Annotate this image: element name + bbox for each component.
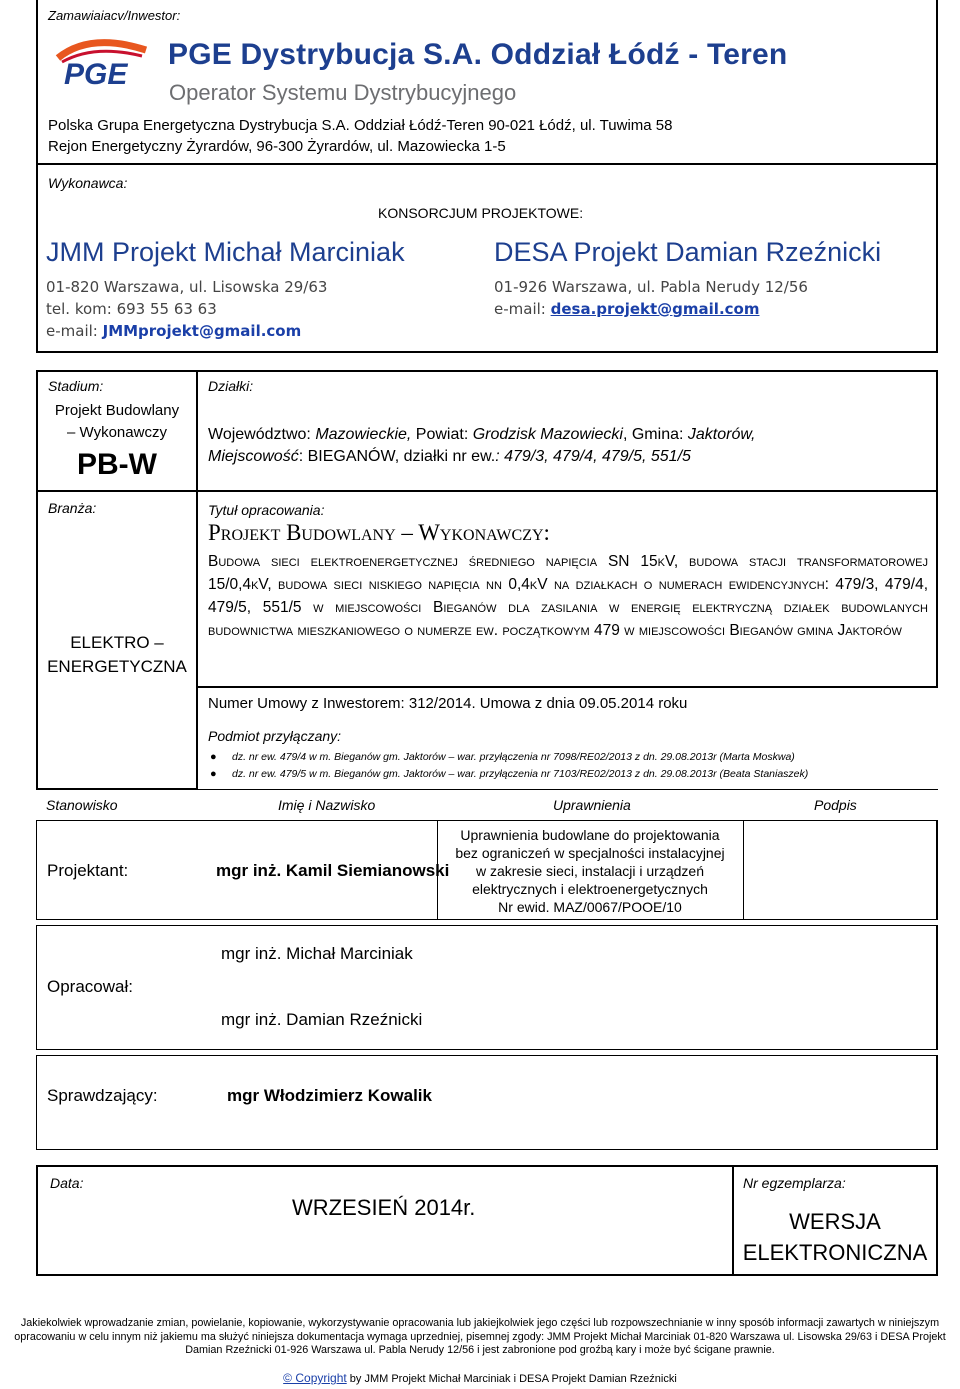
designer-name: mgr inż. Kamil Siemianowski <box>216 861 450 880</box>
header-signature: Podpis <box>814 797 857 813</box>
investor-address-1: Polska Grupa Energetyczna Dystrybucja S.A. Oddział Łódź-Teren 90-021 Łódź, ul. Tuwima 58 <box>48 117 673 134</box>
branch-box <box>36 490 198 790</box>
pge-subtitle: Operator Systemu Dystrybucyjnego <box>169 80 517 105</box>
branch-line1: ELEKTRO – <box>70 633 164 652</box>
designer-rights: Uprawnienia budowlane do projektowania bez ograniczeń w specjalności instalacyjnej w zakresie sieci, instalacji i urządzeń elektrycznych i elektroenergetycznych Nr ewid. MAZ/0067/POOE/10 <box>455 827 725 915</box>
copy-label: Nr egzemplarza: <box>743 1175 846 1191</box>
plots-box <box>196 370 938 492</box>
desa-address: 01-926 Warszawa, ul. Pabla Nerudy 12/56 <box>494 278 808 296</box>
contractor-box <box>36 163 938 353</box>
jmm-email-row <box>46 322 301 340</box>
plots-text: Województwo: Mazowieckie, Powiat: Grodzisk Mazowiecki, Gmina: Jaktorów, Miejscowość: BIEGANÓW, działki nr ew.: 479/3, 479/4, 479/5, 551/5 <box>208 426 756 465</box>
pge-title: PGE Dystrybucja S.A. Oddział Łódź - Teren <box>168 38 788 71</box>
date-value: WRZESIEŃ 2014r. <box>292 1195 476 1220</box>
checker-name: mgr Włodzimierz Kowalik <box>227 1086 432 1105</box>
desa-email-row <box>494 300 759 318</box>
checker-role: Sprawdzający: <box>47 1086 158 1105</box>
subjects-list <box>208 749 908 783</box>
desa-email-link[interactable]: desa.projekt@gmail.com <box>550 300 760 318</box>
prepared-name-1: mgr inż. Michał Marciniak <box>221 944 413 963</box>
stage-line1: Projekt Budowlany <box>54 402 180 419</box>
copyright-line <box>0 1371 960 1385</box>
copy-line2: ELEKTRONICZNA <box>742 1240 928 1265</box>
checker-row <box>36 1055 938 1150</box>
branch-label: Branża: <box>48 500 97 516</box>
prepared-name-2: mgr inż. Damian Rzeźnicki <box>221 1010 423 1029</box>
subjects-label: Podmiot przyłączany: <box>208 728 342 744</box>
prepared-row <box>36 925 938 1050</box>
date-box <box>36 1165 938 1276</box>
title-label: Tytuł opracowania: <box>208 502 325 518</box>
investor-label: Zamawiaiacv/Inwestor: <box>48 8 181 23</box>
plots-label: Działki: <box>208 378 254 394</box>
prepared-role: Opracował: <box>47 977 133 996</box>
copy-line1: WERSJA <box>789 1209 881 1234</box>
stage-label: Stadium: <box>48 378 104 394</box>
title-heading: Projekt Budowlany – Wykonawczy: <box>208 520 550 545</box>
jmm-address: 01-820 Warszawa, ul. Lisowska 29/63 <box>46 278 328 296</box>
desa-email-label: e-mail: <box>494 300 551 318</box>
date-label: Data: <box>50 1175 84 1191</box>
copyright-text: by JMM Projekt Michał Marciniak i DESA Projekt Damian Rzeźnicki <box>346 1373 677 1385</box>
stage-line2: – Wykonawczy <box>67 424 167 441</box>
legal-notice: Jakiekolwiek wprowadzanie zmian, powielanie, kopiowanie, wykorzystywanie opracowania lub jakiejkolwiek jego części lub rozpowszechnianie w inny sposób informacji zawartych w niniejszym opracowaniu w celu innym niż jakiemu ma służyć niniejsza dokumentacja wymaga uprzedniej, pisemnej zgody: JMM Projekt Michał Marciniak 01-820 Warszawa ul. Lisowska 29/63 i DESA Projekt Damian Rzeźnicki 01-926 Warszawa ul. Pabla Nerudy 12/56 i jest zabronione pod groźbą kary i może być ścigane prawnie. <box>14 1317 946 1356</box>
pge-logo-icon <box>50 36 158 92</box>
jmm-name: JMM Projekt Michał Marciniak <box>46 237 405 267</box>
copyright-link[interactable]: © Copyright <box>283 1371 347 1385</box>
contract-number: Numer Umowy z Inwestorem: 312/2014. Umowa z dnia 09.05.2014 roku <box>208 695 688 712</box>
list-item: ● dz. nr ew. 479/4 w m. Bieganów gm. Jaktorów – war. przyłączenia nr 7098/RE02/2013 z dn. 29.08.2013r (Marta Moskwa) <box>208 749 908 766</box>
jmm-email-label: e-mail: <box>46 322 103 340</box>
designer-divider-2 <box>743 821 744 919</box>
jmm-email-link[interactable]: JMMprojekt@gmail.com <box>102 322 302 340</box>
table-top-rule <box>36 789 938 790</box>
designer-row <box>36 820 938 920</box>
svg-text:PGE: PGE <box>64 58 128 91</box>
stage-code: PB-W <box>77 448 157 481</box>
jmm-phone: tel. kom: 693 55 63 63 <box>46 300 217 318</box>
header-rights: Uprawnienia <box>553 797 631 813</box>
pge-logo <box>50 36 158 92</box>
investor-box <box>36 0 938 165</box>
title-body: Budowa sieci elektroenergetycznej średniego napięcia SN 15kV, budowa stacji transformatorowej 15/0,4kV, budowa sieci niskiego napięcia nn 0,4kV na działkach o numerach ewidencyjnych: 479/3, 479/4, 479/5, 551/5 w miejscowości Bieganów dla zasilania w energię elektryczną działek budowlanych budownictwa mieszkaniowego o numerze ew. początkowym 479 w miejscowości Bieganów gmina Jaktorów <box>208 553 928 639</box>
designer-role: Projektant: <box>47 861 129 880</box>
title-box <box>196 490 938 688</box>
list-item: ● dz. nr ew. 479/5 w m. Bieganów gm. Jaktorów – war. przyłączenia nr 7103/RE02/2013 z dn. 29.08.2013r (Beata Staniaszek) <box>208 766 908 783</box>
desa-name: DESA Projekt Damian Rzeźnicki <box>494 237 882 267</box>
header-name: Imię i Nazwisko <box>278 797 376 813</box>
header-stanowisko: Stanowisko <box>46 797 118 813</box>
investor-address-2: Rejon Energetyczny Żyrardów, 96-300 Żyrardów, ul. Mazowiecka 1-5 <box>48 138 506 155</box>
stage-box <box>36 370 198 492</box>
branch-line2: ENERGETYCZNA <box>47 657 187 676</box>
contractor-label: Wykonawca: <box>48 175 128 191</box>
consortium-heading: KONSORCJUM PROJEKTOWE: <box>378 205 584 221</box>
